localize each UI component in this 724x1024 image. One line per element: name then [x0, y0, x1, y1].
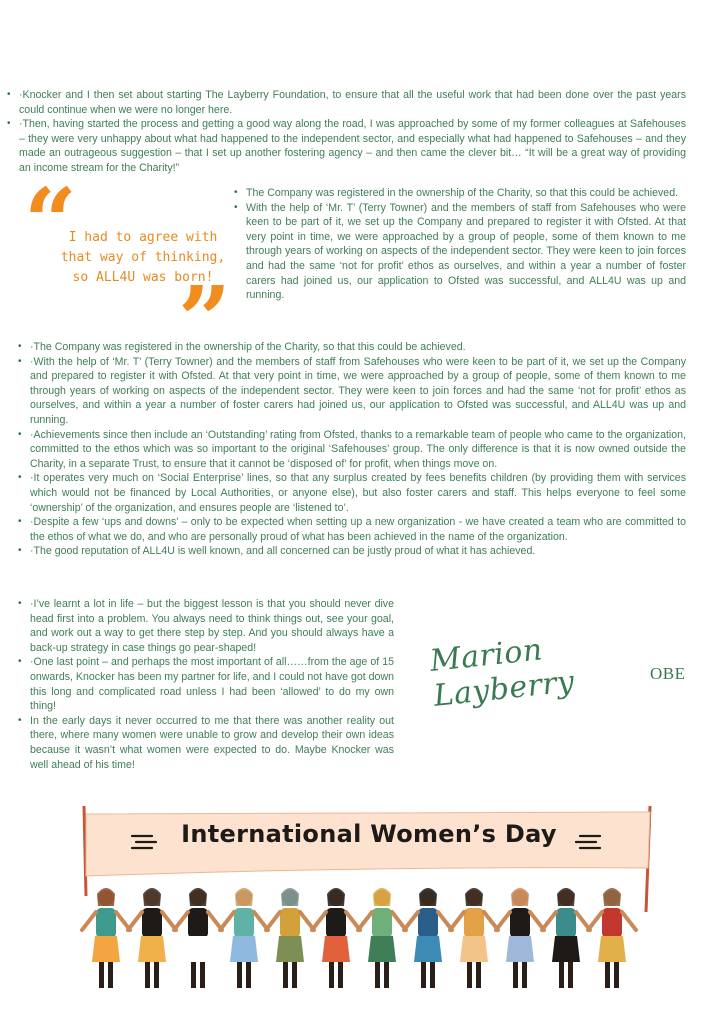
bottom-left-item: • ·I’ve learnt a lot in life – but the biggest lesson is that you should never dive head first into a problem. You always need to think things out, see your goal, and work out a way to get there step by step. And you should always have a back-up strategy in case things go pear-shaped!: [30, 597, 394, 655]
woman-figure: [542, 888, 590, 988]
woman-figure: [128, 888, 176, 988]
middle-paragraphs: [30, 340, 686, 559]
intro-item: • ·Knocker and I then set about starting The Layberry Foundation, to ensure that all the useful work that had been done over the past years could continue when we were no longer here.: [19, 88, 686, 117]
pull-quote-line: that way of thinking,: [60, 250, 226, 265]
quote-open-icon: “: [24, 168, 77, 276]
woman-figure: [588, 888, 636, 988]
pull-quote-line: I had to agree with: [68, 230, 218, 245]
intro-item: • ·Then, having started the process and getting a good way along the road, I was approached by some of my former colleagues at Safehouses – they were very unhappy about what had happened to the independent sector, and especially what had happened to Safehouses – and they made an outrageous suggestion – that I set up another fostering agency – and then came the clever bit… “It will be a great way of providing an income stream for the Charity!”: [19, 117, 686, 175]
signature-name: Marion Layberry: [428, 632, 577, 714]
bottom-left-paragraphs: [30, 597, 394, 772]
womens-day-illustration: [72, 802, 662, 1002]
bottom-left-item: • ·One last point – and perhaps the most important of all……from the age of 15 onwards, Knocker has been my partner for life, and I could not have got down this long and complicated road unless I had been ‘allowed’ to do my own thing!: [30, 655, 394, 713]
middle-item: • ·It operates very much on ‘Social Enterprise’ lines, so that any surplus created by fees benefits children (by providing them with services which would not be financed by Local Authorities, or anyone else), but also foster carers and staff. This helps everyone to feel some ‘ownership’ of the organization, and ensures people are ‘listened to’.: [30, 471, 686, 515]
middle-item: • ·With the help of ‘Mr. T’ (Terry Towner) and the members of staff from Safehouses who were keen to be part of it, we set up the Company and prepared to register it with Ofsted. At that very point in time, we were approached by a group of people, some of them known to me through years of working on aspects of the independent sector. They were keen to join forces and had the same ‘not for profit’ ethos as ourselves, and within a year a number of foster carers had joined us, our application to Ofsted was successful, and ALL4U was up and running.: [30, 355, 686, 428]
right-column-item: • With the help of ‘Mr. T’ (Terry Towner) and the members of staff from Safehouses who were keen to be part of it, we set up the Company and prepared to register it with Ofsted. At that very point in time, we were approached by a group of people, some of them known to me through years of working on aspects of the independent sector. They were keen to join forces and had the same ‘not for profit’ ethos as ourselves, and within a year a number of foster carers had joined us, our application to Ofsted was successful, and ALL4U was up and running.: [246, 201, 686, 303]
woman-figure: [174, 888, 222, 988]
pull-quote: [20, 168, 232, 374]
woman-figure: [358, 888, 406, 988]
woman-figure: [266, 888, 314, 988]
right-column-paragraphs: [246, 186, 686, 303]
woman-figure: [82, 888, 130, 988]
middle-item: • ·Achievements since then include an ‘Outstanding’ rating from Ofsted, thanks to a remarkable team of people who came to the organization, committed to the ethos which was so important to the original ‘Safehouses’ group. The only difference is that it is now owned outside the Charity, in a separate Trust, to ensure that it cannot be ‘disposed of’ for profit, when things move on.: [30, 428, 686, 472]
bottom-left-item: • In the early days it never occurred to me that there was another reality out there, where many women were unable to grow and develop their own ideas because it wasn’t what women were expected to do. Maybe Knocker was well ahead of his time!: [30, 714, 394, 772]
signature-suffix: OBE: [650, 664, 686, 683]
quote-close-icon: ”: [178, 266, 231, 374]
woman-figure: [312, 888, 360, 988]
middle-item: • ·The good reputation of ALL4U is well known, and all concerned can be justly proud of what it has achieved.: [30, 544, 686, 559]
signature: [428, 632, 692, 718]
middle-item: • ·The Company was registered in the ownership of the Charity, so that this could be achieved.: [30, 340, 686, 355]
middle-item: • ·Despite a few ‘ups and downs’ – only to be expected when setting up a new organization - we have created a team who are committed to the ethos of what we do, and who are personally proud of what has been achieved in the name of the organization.: [30, 515, 686, 544]
woman-figure: [220, 888, 268, 988]
banner-title: International Women’s Day: [181, 820, 557, 848]
intro-paragraphs: [19, 88, 686, 176]
pull-quote-line: so ALL4U was born!: [72, 270, 214, 285]
woman-figure: [404, 888, 452, 988]
woman-figure: [450, 888, 498, 988]
woman-figure: [496, 888, 544, 988]
right-column-item: • The Company was registered in the ownership of the Charity, so that this could be achieved.: [246, 186, 686, 201]
